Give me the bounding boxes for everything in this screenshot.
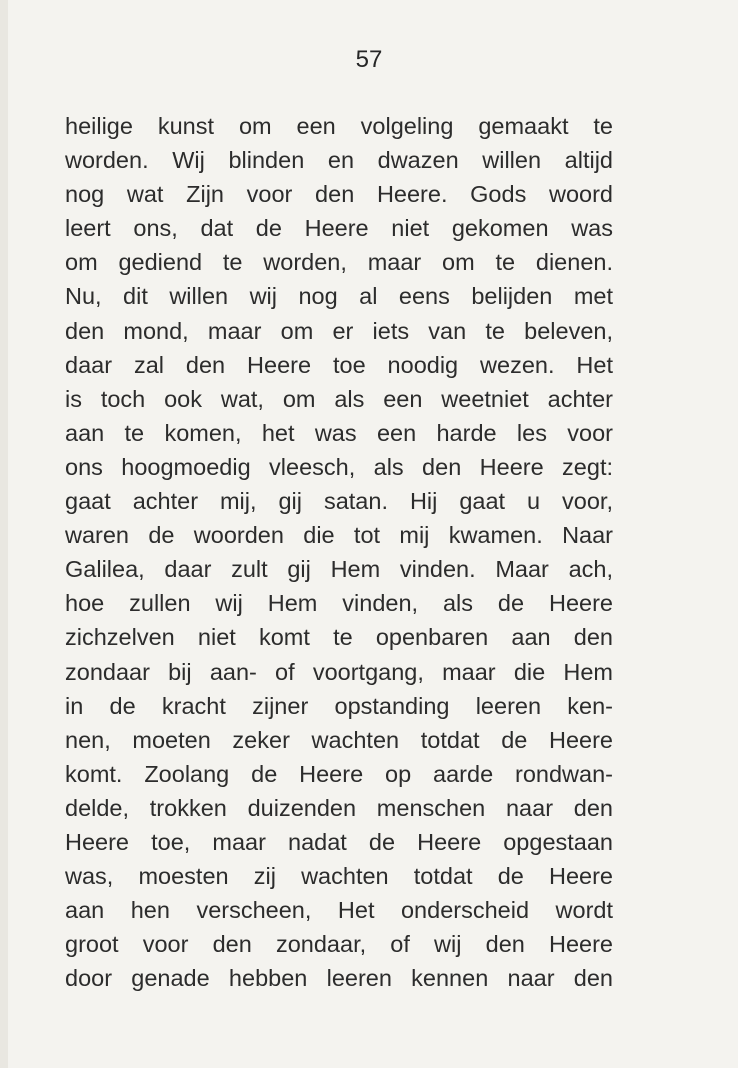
text-line: ons hoogmoedig vleesch, als den Heere zegt: [65, 453, 613, 480]
text-line: nog wat Zijn voor den Heere. Gods woord [65, 181, 613, 208]
text-line: nen, moeten zeker wachten totdat de Heere [65, 726, 613, 753]
text-line: den mond, maar om er iets van te beleven, [65, 317, 613, 344]
body-text [65, 109, 613, 995]
text-line: Galilea, daar zult gij Hem vinden. Maar ach, [65, 556, 613, 583]
page-number: 57 [355, 46, 383, 73]
text-line: daar zal den Heere toe noodig wezen. Het [65, 351, 613, 378]
page-edge [0, 0, 8, 1068]
text-line: zichzelven niet komt te openbaren aan den [65, 624, 613, 651]
text-line: komt. Zoolang de Heere op aarde rondwan- [65, 760, 613, 787]
text-line: groot voor den zondaar, of wij den Heere [65, 931, 613, 958]
text-line: aan hen verscheen, Het onderscheid wordt [65, 897, 613, 924]
text-line: Heere toe, maar nadat de Heere opgestaan [65, 828, 613, 855]
text-line: leert ons, dat de Heere niet gekomen was [65, 215, 613, 242]
text-line: is toch ook wat, om als een weetniet achter [65, 385, 613, 412]
text-line: Nu, dit willen wij nog al eens belijden met [65, 283, 613, 310]
text-line: heilige kunst om een volgeling gemaakt te [65, 113, 613, 139]
text-line: om gediend te worden, maar om te dienen. [65, 249, 613, 276]
text-line: aan te komen, het was een harde les voor [65, 419, 613, 446]
text-line: delde, trokken duizenden menschen naar den [65, 794, 613, 821]
text-line: zondaar bij aan- of voortgang, maar die Hem [65, 658, 613, 685]
text-line: was, moesten zij wachten totdat de Heere [65, 863, 613, 890]
text-line: waren de woorden die tot mij kwamen. Naar [65, 522, 613, 549]
text-line: gaat achter mij, gij satan. Hij gaat u voor, [65, 488, 613, 515]
text-line: door genade hebben leeren kennen naar den [65, 965, 613, 992]
text-line: in de kracht zijner opstanding leeren ken- [65, 692, 613, 719]
text-line: hoe zullen wij Hem vinden, als de Heere [65, 590, 613, 617]
text-line: worden. Wij blinden en dwazen willen altijd [65, 147, 613, 174]
